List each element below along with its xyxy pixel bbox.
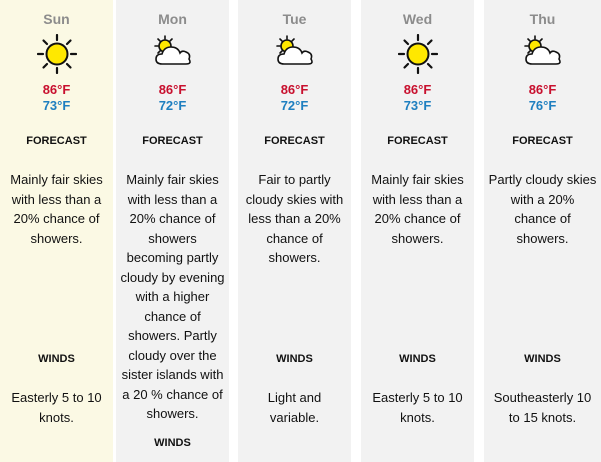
- partly-cloudy-icon: [484, 34, 601, 72]
- forecast-label: FORECAST: [142, 135, 203, 147]
- forecast-label: FORECAST: [26, 135, 87, 147]
- low-temp: 72°F: [280, 98, 309, 113]
- forecast-text: Partly cloudy skies with a 20% chance of showers.: [488, 172, 597, 246]
- day-column-mon: [116, 0, 229, 462]
- low-temp: 73°F: [42, 98, 71, 113]
- day-name: Sun: [43, 11, 70, 27]
- winds-text: Southeasterly 10 to 15 knots.: [493, 390, 592, 425]
- day-column-tue: [238, 0, 351, 462]
- forecast-label: FORECAST: [264, 135, 325, 147]
- winds-text: Easterly 5 to 10 knots.: [372, 390, 463, 425]
- low-temp: 76°F: [528, 98, 557, 113]
- sun-icon: [361, 34, 474, 72]
- day-column-sun: [0, 0, 113, 462]
- forecast-text: Mainly fair skies with less than a 20% chance of showers.: [10, 172, 103, 246]
- winds-label: WINDS: [276, 353, 313, 365]
- winds-label: WINDS: [154, 437, 191, 449]
- high-temp: 86°F: [42, 82, 71, 97]
- forecast-label: FORECAST: [387, 135, 448, 147]
- day-column-wed: [361, 0, 474, 462]
- winds-label: WINDS: [38, 353, 75, 365]
- low-temp: 73°F: [403, 98, 432, 113]
- forecast-text: Mainly fair skies with less than a 20% chance of showers.: [371, 172, 464, 246]
- high-temp: 86°F: [158, 82, 187, 97]
- day-name: Thu: [529, 11, 556, 27]
- partly-cloudy-icon: [238, 34, 351, 72]
- day-column-thu: [484, 0, 601, 462]
- winds-text: Easterly 5 to 10 knots.: [11, 390, 102, 425]
- winds-label: WINDS: [399, 353, 436, 365]
- winds-text: Light and variable.: [267, 390, 322, 425]
- high-temp: 86°F: [403, 82, 432, 97]
- forecast-text: Mainly fair skies with less than a 20% chance of showers becoming partly cloudy by evening with a higher chance of showers. Partly cloudy over the sister islands with a 20 % chance of showers.: [120, 172, 225, 421]
- sun-icon: [0, 34, 113, 72]
- day-name: Mon: [158, 11, 187, 27]
- low-temp: 72°F: [158, 98, 187, 113]
- partly-cloudy-icon: [116, 34, 229, 72]
- high-temp: 86°F: [528, 82, 557, 97]
- forecast-text: Fair to partly cloudy skies with less than a 20% chance of showers.: [245, 172, 344, 265]
- day-name: Wed: [402, 11, 433, 27]
- winds-label: WINDS: [524, 353, 561, 365]
- forecast-label: FORECAST: [512, 135, 573, 147]
- day-name: Tue: [282, 11, 307, 27]
- high-temp: 86°F: [280, 82, 309, 97]
